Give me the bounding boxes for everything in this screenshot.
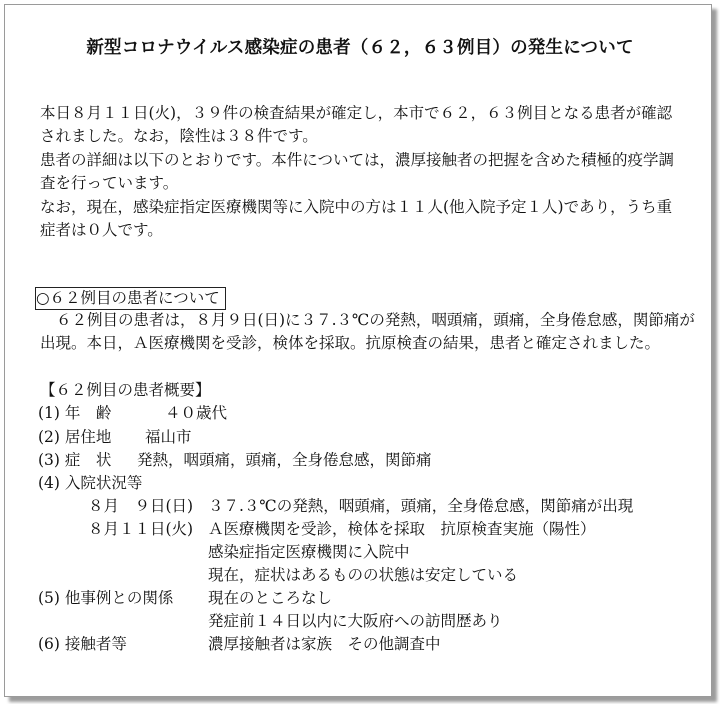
timeline-text: ３７.３℃の発熱，咽頭痛，頭痛，全身倦怠感，関節痛が出現 <box>208 497 634 515</box>
section-heading: ○６２例目の患者について <box>36 289 220 307</box>
relation-value: 現在のところなし <box>208 589 333 607</box>
residence-value: 福山市 <box>145 428 192 446</box>
intro-line: 査を行っています。 <box>40 174 179 192</box>
hospital-label: (4) 入院状況等 <box>38 474 143 492</box>
contacts-label: (6) 接触者等 <box>38 635 127 653</box>
contacts-value: 濃厚接触者は家族 その他調査中 <box>208 635 441 653</box>
intro-line: なお，現在，感染症指定医療機関等に入院中の方は１１人(他入院予定１人)であり，うち重 <box>40 198 673 216</box>
age-label: (1) 年 齢 <box>38 404 112 422</box>
relation-label: (5) 他事例との関係 <box>38 589 174 607</box>
intro-line: 患者の詳細は以下のとおりです。本件については，濃厚接触者の把握を含めた積極的疫学調 <box>40 151 674 169</box>
age-value: ４０歳代 <box>165 404 228 422</box>
intro-line: 本日８月１１日(火)，３９件の検査結果が確定し，本市で６２，６３例目となる患者が確認 <box>40 104 673 122</box>
timeline-date: ８月 ９日(日) <box>88 497 194 515</box>
section-heading-box <box>35 287 226 310</box>
overview-heading: 【６２例目の患者概要】 <box>40 381 211 399</box>
timeline-text: 感染症指定医療機関に入院中 <box>208 543 410 561</box>
timeline-date: ８月１１日(火) <box>88 520 194 538</box>
residence-label: (2) 居住地 <box>38 428 112 446</box>
document-title: 新型コロナウイルス感染症の患者（６２，６３例目）の発生について <box>86 38 634 58</box>
section-body-line: ６２例目の患者は，８月９日(日)に３７.３℃の発熱，咽頭痛，頭痛，全身倦怠感，関節痛が <box>56 311 695 329</box>
section-body-line: 出現。本日，Ａ医療機関を受診，検体を採取。抗原検査の結果，患者と確定されました。 <box>40 334 661 352</box>
intro-line: されました。なお，陰性は３８件です。 <box>40 127 318 145</box>
timeline-text: 現在，症状はあるものの状態は安定している <box>208 566 519 584</box>
timeline-text: Ａ医療機関を受診，検体を採取 抗原検査実施（陽性） <box>208 520 596 538</box>
relation-value: 発症前１４日以内に大阪府への訪問歴あり <box>208 612 503 630</box>
symptoms-value: 発熱，咽頭痛，頭痛，全身倦怠感，関節痛 <box>137 451 432 469</box>
symptoms-label: (3) 症 状 <box>38 451 112 469</box>
intro-line: 症者は０人です。 <box>40 221 163 239</box>
